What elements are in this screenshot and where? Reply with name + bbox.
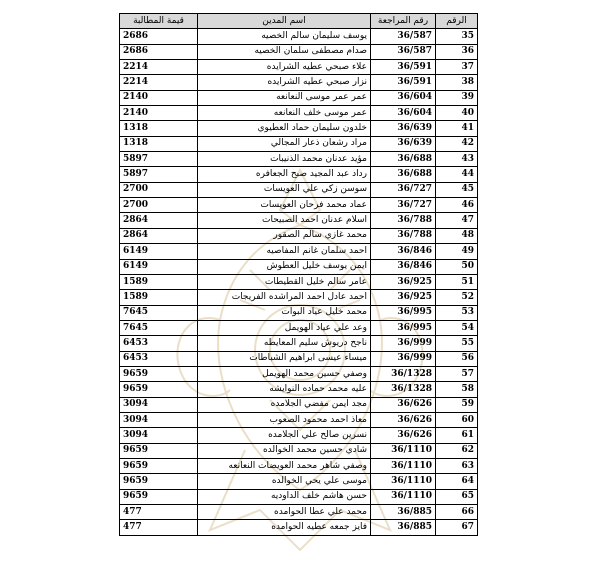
table-row — [120, 259, 478, 274]
cell-debtor: عليه محمد حماده النوايشه — [198, 382, 371, 397]
cell-debtor: وصفي شاهر محمد العويضات النعانعه — [198, 458, 371, 473]
header-debtor: اسم المدين — [198, 14, 371, 29]
table-row — [120, 244, 478, 259]
cell-amount: 5897 — [120, 152, 198, 167]
reference-value: 36/626 — [397, 399, 432, 410]
cell-reference — [371, 443, 436, 458]
cell-amount: 2864 — [120, 228, 198, 243]
table-row — [120, 152, 478, 167]
cell-number: 39 — [436, 90, 478, 105]
cell-number: 61 — [436, 428, 478, 443]
table-row — [120, 505, 478, 520]
table-row — [120, 305, 478, 320]
cell-debtor: عمر عمر موسى النعانعه — [198, 90, 371, 105]
reference-value: 36/639 — [397, 123, 432, 134]
table-row — [120, 44, 478, 59]
cell-debtor: مؤيد عدنان محمد الذنيبات — [198, 152, 371, 167]
cell-amount: 6149 — [120, 244, 198, 259]
header-amount: قيمة المطالبة — [120, 14, 198, 29]
cell-amount: 6453 — [120, 351, 198, 366]
cell-amount: 1318 — [120, 136, 198, 151]
cell-reference — [371, 305, 436, 320]
cell-number: 67 — [436, 520, 478, 535]
table-row — [120, 228, 478, 243]
cell-debtor: نسرين صالح علي الجلامده — [198, 428, 371, 443]
cell-reference — [371, 259, 436, 274]
reference-value: 36/688 — [397, 153, 432, 164]
cell-reference — [371, 121, 436, 136]
cell-amount: 477 — [120, 505, 198, 520]
table-row — [120, 167, 478, 182]
cell-reference — [371, 290, 436, 305]
cell-debtor: يوسف سليمان سالم الخصيه — [198, 29, 371, 44]
cell-debtor: ناجح دريوش سليم المعايطه — [198, 336, 371, 351]
cell-amount: 9659 — [120, 443, 198, 458]
cell-number: 66 — [436, 505, 478, 520]
reference-value: 36/788 — [397, 215, 432, 226]
cell-reference — [371, 351, 436, 366]
cell-number: 54 — [436, 320, 478, 335]
table-row — [120, 458, 478, 473]
reference-value: 36/846 — [397, 261, 432, 272]
cell-number: 37 — [436, 60, 478, 75]
cell-number: 49 — [436, 244, 478, 259]
cell-reference — [371, 228, 436, 243]
cell-debtor: ايمن يوسف خليل العطوش — [198, 259, 371, 274]
cell-amount: 2686 — [120, 44, 198, 59]
cell-reference — [371, 90, 436, 105]
reference-value: 36/1110 — [391, 445, 432, 456]
reference-value: 36/885 — [397, 522, 432, 533]
reference-value: 36/999 — [397, 337, 432, 348]
reference-value: 36/925 — [397, 291, 432, 302]
table-row — [120, 90, 478, 105]
reference-value: 36/995 — [397, 307, 432, 318]
cell-amount: 6149 — [120, 259, 198, 274]
cell-amount: 7645 — [120, 320, 198, 335]
table-row — [120, 397, 478, 412]
reference-value: 36/591 — [397, 61, 432, 72]
cell-number: 63 — [436, 458, 478, 473]
reference-value: 36/846 — [397, 245, 432, 256]
cell-reference — [371, 474, 436, 489]
reference-value: 36/1328 — [391, 383, 432, 394]
cell-amount: 2140 — [120, 106, 198, 121]
reference-value: 36/1328 — [391, 368, 432, 379]
reference-value: 36/587 — [397, 46, 432, 57]
cell-number: 42 — [436, 136, 478, 151]
table-row — [120, 106, 478, 121]
cell-debtor: صدام مصطفى سلمان الخصيه — [198, 44, 371, 59]
table-row — [120, 443, 478, 458]
reference-value: 36/925 — [397, 276, 432, 287]
cell-debtor: شادي حسين محمد الخوالده — [198, 443, 371, 458]
cell-debtor: فايز جمعه عطيه الحوامده — [198, 520, 371, 535]
cell-reference — [371, 29, 436, 44]
cell-reference — [371, 397, 436, 412]
cell-debtor: احمد سلمان غانم المفاصيه — [198, 244, 371, 259]
cell-number: 36 — [436, 44, 478, 59]
cell-number: 56 — [436, 351, 478, 366]
cell-amount: 9659 — [120, 366, 198, 381]
table-row — [120, 412, 478, 427]
table-header-row — [120, 14, 478, 29]
table-row — [120, 320, 478, 335]
cell-number: 40 — [436, 106, 478, 121]
cell-reference — [371, 60, 436, 75]
cell-number: 50 — [436, 259, 478, 274]
table-row — [120, 428, 478, 443]
table-row — [120, 290, 478, 305]
cell-debtor: محمد خليل عياد البوات — [198, 305, 371, 320]
cell-reference — [371, 382, 436, 397]
cell-debtor: عماد محمد فرحان العويسات — [198, 198, 371, 213]
cell-amount: 3094 — [120, 412, 198, 427]
header-number: الرقم — [436, 14, 478, 29]
reference-value: 36/591 — [397, 77, 432, 88]
cell-amount: 6453 — [120, 336, 198, 351]
cell-reference — [371, 136, 436, 151]
cell-reference — [371, 182, 436, 197]
table-row — [120, 336, 478, 351]
reference-value: 36/995 — [397, 322, 432, 333]
cell-reference — [371, 428, 436, 443]
cell-debtor: معاذ احمد محمود الصعوب — [198, 412, 371, 427]
cell-debtor: موسى علي يحي الخوالده — [198, 474, 371, 489]
cell-reference — [371, 412, 436, 427]
cell-reference — [371, 75, 436, 90]
cell-amount: 9659 — [120, 474, 198, 489]
table-row — [120, 274, 478, 289]
table-row — [120, 198, 478, 213]
reference-value: 36/604 — [397, 92, 432, 103]
cell-amount: 1318 — [120, 121, 198, 136]
table-row — [120, 366, 478, 381]
cell-amount: 3094 — [120, 397, 198, 412]
cell-debtor: حسن هاشم خلف الداوديه — [198, 489, 371, 504]
reference-value: 36/626 — [397, 429, 432, 440]
reference-value: 36/626 — [397, 414, 432, 425]
reference-value: 36/587 — [397, 31, 432, 42]
cell-debtor: ميساء عيسى ابراهيم الشباطات — [198, 351, 371, 366]
cell-reference — [371, 152, 436, 167]
cell-reference — [371, 198, 436, 213]
cell-amount: 2214 — [120, 75, 198, 90]
reference-value: 36/1110 — [391, 491, 432, 502]
cell-debtor: عامر سالم خليل القطيطات — [198, 274, 371, 289]
cell-reference — [371, 520, 436, 535]
cell-debtor: اسلام عدنان احمد الصبيحات — [198, 213, 371, 228]
cell-number: 47 — [436, 213, 478, 228]
cell-number: 41 — [436, 121, 478, 136]
cell-number: 60 — [436, 412, 478, 427]
reference-value: 36/788 — [397, 230, 432, 241]
reference-value: 36/885 — [397, 506, 432, 517]
reference-value: 36/727 — [397, 184, 432, 195]
reference-value: 36/639 — [397, 138, 432, 149]
cell-amount: 9659 — [120, 382, 198, 397]
cell-number: 53 — [436, 305, 478, 320]
cell-debtor: خلدون سليمان حماد العطيوي — [198, 121, 371, 136]
cell-reference — [371, 106, 436, 121]
cell-number: 35 — [436, 29, 478, 44]
cell-number: 51 — [436, 274, 478, 289]
cell-number: 52 — [436, 290, 478, 305]
cell-amount: 477 — [120, 520, 198, 535]
debts-table — [119, 13, 478, 536]
cell-amount: 2700 — [120, 198, 198, 213]
cell-amount: 2686 — [120, 29, 198, 44]
cell-number: 65 — [436, 489, 478, 504]
cell-number: 43 — [436, 152, 478, 167]
cell-debtor: عمر موسى خلف النعانعه — [198, 106, 371, 121]
cell-debtor: محمد علي عطا الحوامده — [198, 505, 371, 520]
reference-value: 36/727 — [397, 199, 432, 210]
cell-debtor: محمد غازي سالم الصقور — [198, 228, 371, 243]
cell-reference — [371, 336, 436, 351]
cell-reference — [371, 505, 436, 520]
cell-amount: 7645 — [120, 305, 198, 320]
reference-value: 36/999 — [397, 353, 432, 364]
cell-reference — [371, 274, 436, 289]
cell-number: 46 — [436, 198, 478, 213]
cell-number: 58 — [436, 382, 478, 397]
table-row — [120, 60, 478, 75]
cell-reference — [371, 244, 436, 259]
cell-amount: 1589 — [120, 274, 198, 289]
cell-debtor: سوسن زكي علي العويسات — [198, 182, 371, 197]
cell-amount: 1589 — [120, 290, 198, 305]
cell-number: 59 — [436, 397, 478, 412]
table-row — [120, 121, 478, 136]
table-row — [120, 182, 478, 197]
cell-debtor: نزار صبحي عطيه الشرايده — [198, 75, 371, 90]
cell-amount: 5897 — [120, 167, 198, 182]
table-row — [120, 474, 478, 489]
cell-number: 45 — [436, 182, 478, 197]
cell-debtor: مراد رشعان ذعار المجالي — [198, 136, 371, 151]
cell-number: 64 — [436, 474, 478, 489]
reference-value: 36/604 — [397, 107, 432, 118]
cell-amount: 9659 — [120, 489, 198, 504]
cell-reference — [371, 320, 436, 335]
cell-amount: 2864 — [120, 213, 198, 228]
cell-reference — [371, 489, 436, 504]
cell-debtor: احمد عادل احمد المراشده الفريجات — [198, 290, 371, 305]
cell-amount: 2140 — [120, 90, 198, 105]
cell-reference — [371, 167, 436, 182]
cell-number: 38 — [436, 75, 478, 90]
table-row — [120, 213, 478, 228]
reference-value: 36/1110 — [391, 460, 432, 471]
cell-debtor: رداد عبد المجيد صبح الجعافره — [198, 167, 371, 182]
table-row — [120, 382, 478, 397]
cell-amount: 2700 — [120, 182, 198, 197]
cell-reference — [371, 44, 436, 59]
cell-number: 55 — [436, 336, 478, 351]
cell-reference — [371, 366, 436, 381]
cell-number: 57 — [436, 366, 478, 381]
table-row — [120, 136, 478, 151]
cell-number: 48 — [436, 228, 478, 243]
table-row — [120, 351, 478, 366]
cell-debtor: مجد ايمن مفضي الجلامده — [198, 397, 371, 412]
table-row — [120, 520, 478, 535]
cell-reference — [371, 458, 436, 473]
cell-debtor: وعد علي عياد الهويمل — [198, 320, 371, 335]
table-row — [120, 29, 478, 44]
cell-amount: 9659 — [120, 458, 198, 473]
cell-debtor: وصفي حسين محمد الهويمل — [198, 366, 371, 381]
header-reference: رقم المراجعة — [371, 14, 436, 29]
table-row — [120, 75, 478, 90]
table-row — [120, 489, 478, 504]
cell-number: 62 — [436, 443, 478, 458]
cell-amount: 3094 — [120, 428, 198, 443]
cell-amount: 2214 — [120, 60, 198, 75]
cell-reference — [371, 213, 436, 228]
cell-number: 44 — [436, 167, 478, 182]
cell-debtor: علاء صبحي عطيه الشرايده — [198, 60, 371, 75]
reference-value: 36/688 — [397, 169, 432, 180]
reference-value: 36/1110 — [391, 475, 432, 486]
